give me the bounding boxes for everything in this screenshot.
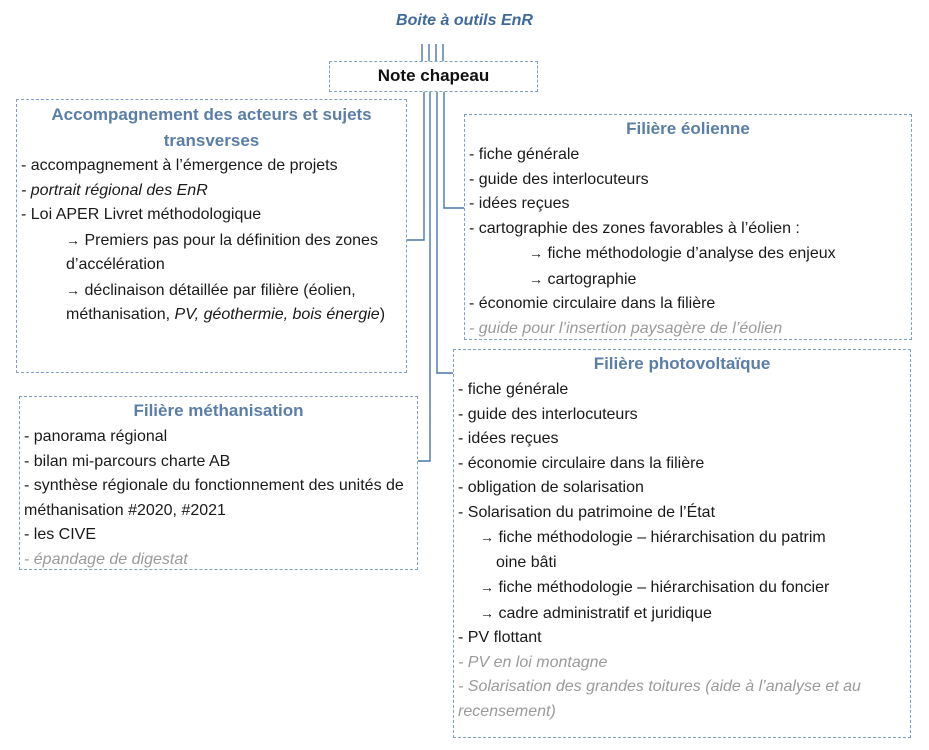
pv-item: - fiche générale <box>458 381 569 398</box>
eolienne-item-grey: - guide pour l’insertion paysagère de l’éolien <box>469 319 783 337</box>
methanisation-box[interactable] <box>19 396 418 570</box>
eolienne-item: - économie circulaire dans la filière <box>469 295 716 312</box>
note-chapeau-title: Note chapeau <box>377 66 490 85</box>
arrow-icon: → <box>66 281 80 298</box>
accompagnement-title: Accompagnement des acteurs et sujets transverses <box>51 105 372 150</box>
photovoltaique-box[interactable] <box>453 349 911 738</box>
pv-item: - économie circulaire dans la filière <box>458 454 705 472</box>
pv-item: - idées reçues <box>458 430 559 447</box>
pv-item: - Solarisation du patrimoine de l’État <box>458 503 716 521</box>
photovoltaique-title: Filière photovoltaïque <box>593 354 771 373</box>
pv-item: - guide des interlocuteurs <box>458 405 638 423</box>
accompagnement-item: - Loi APER Livret méthodologique <box>21 206 262 223</box>
pv-item: - obligation de solarisation <box>458 479 644 496</box>
eolienne-title: Filière éolienne <box>626 119 750 138</box>
eolienne-item: - cartographie des zones favorables à l’éolien : <box>469 219 800 237</box>
pv-subitem-continued: oine bâti <box>496 553 557 571</box>
arrow-icon: → <box>480 529 494 545</box>
eolienne-subitem: → fiche méthodologie d’analyse des enjeux <box>529 245 836 262</box>
eolienne-box[interactable] <box>464 114 912 340</box>
pv-item: - PV flottant <box>458 629 542 646</box>
pv-subitem: → cadre administratif et juridique <box>480 604 712 622</box>
pv-subitem: → fiche méthodologie – hiérarchisation du foncier <box>480 579 830 596</box>
methanisation-title: Filière méthanisation <box>133 401 304 420</box>
pv-subitem: → fiche méthodologie – hiérarchisation du patrim <box>480 529 826 546</box>
accompagnement-item: - accompagnement à l’émergence de projets <box>21 157 338 174</box>
eolienne-item: - idées reçues <box>469 195 570 212</box>
eolienne-subitem: → cartographie <box>529 270 637 288</box>
pv-item-grey: - PV en loi montagne <box>458 653 608 671</box>
root-title: Boite à outils EnR <box>396 12 533 29</box>
methanisation-item-grey: - épandage de digestat <box>24 550 188 568</box>
accompagnement-subitem: → déclinaison détaillée par filière (éolien, méthanisation, PV, géothermie, bois énergie) <box>66 281 386 323</box>
arrow-icon: → <box>529 270 543 287</box>
methanisation-item: - les CIVE <box>24 526 97 543</box>
arrow-icon: → <box>480 604 494 621</box>
arrow-icon: → <box>480 579 494 595</box>
accompagnement-item: - portrait régional des EnR <box>21 181 208 199</box>
eolienne-item: - fiche générale <box>469 146 580 163</box>
pv-item-grey: - Solarisation des grandes toitures (aide à l’analyse et au recensement) <box>458 678 861 720</box>
accompagnement-subitem: → Premiers pas pour la définition des zones d’accélération <box>66 231 378 273</box>
accompagnement-box[interactable] <box>16 99 407 373</box>
arrow-icon: → <box>529 245 543 261</box>
note-chapeau-box[interactable] <box>329 61 538 92</box>
methanisation-item: - synthèse régionale du fonctionnement des unités de méthanisation #2020, #2021 <box>24 477 404 519</box>
eolienne-item: - guide des interlocuteurs <box>469 170 649 188</box>
methanisation-item: - bilan mi-parcours charte AB <box>24 452 231 470</box>
methanisation-item: - panorama régional <box>24 428 168 445</box>
arrow-icon: → <box>66 231 80 248</box>
